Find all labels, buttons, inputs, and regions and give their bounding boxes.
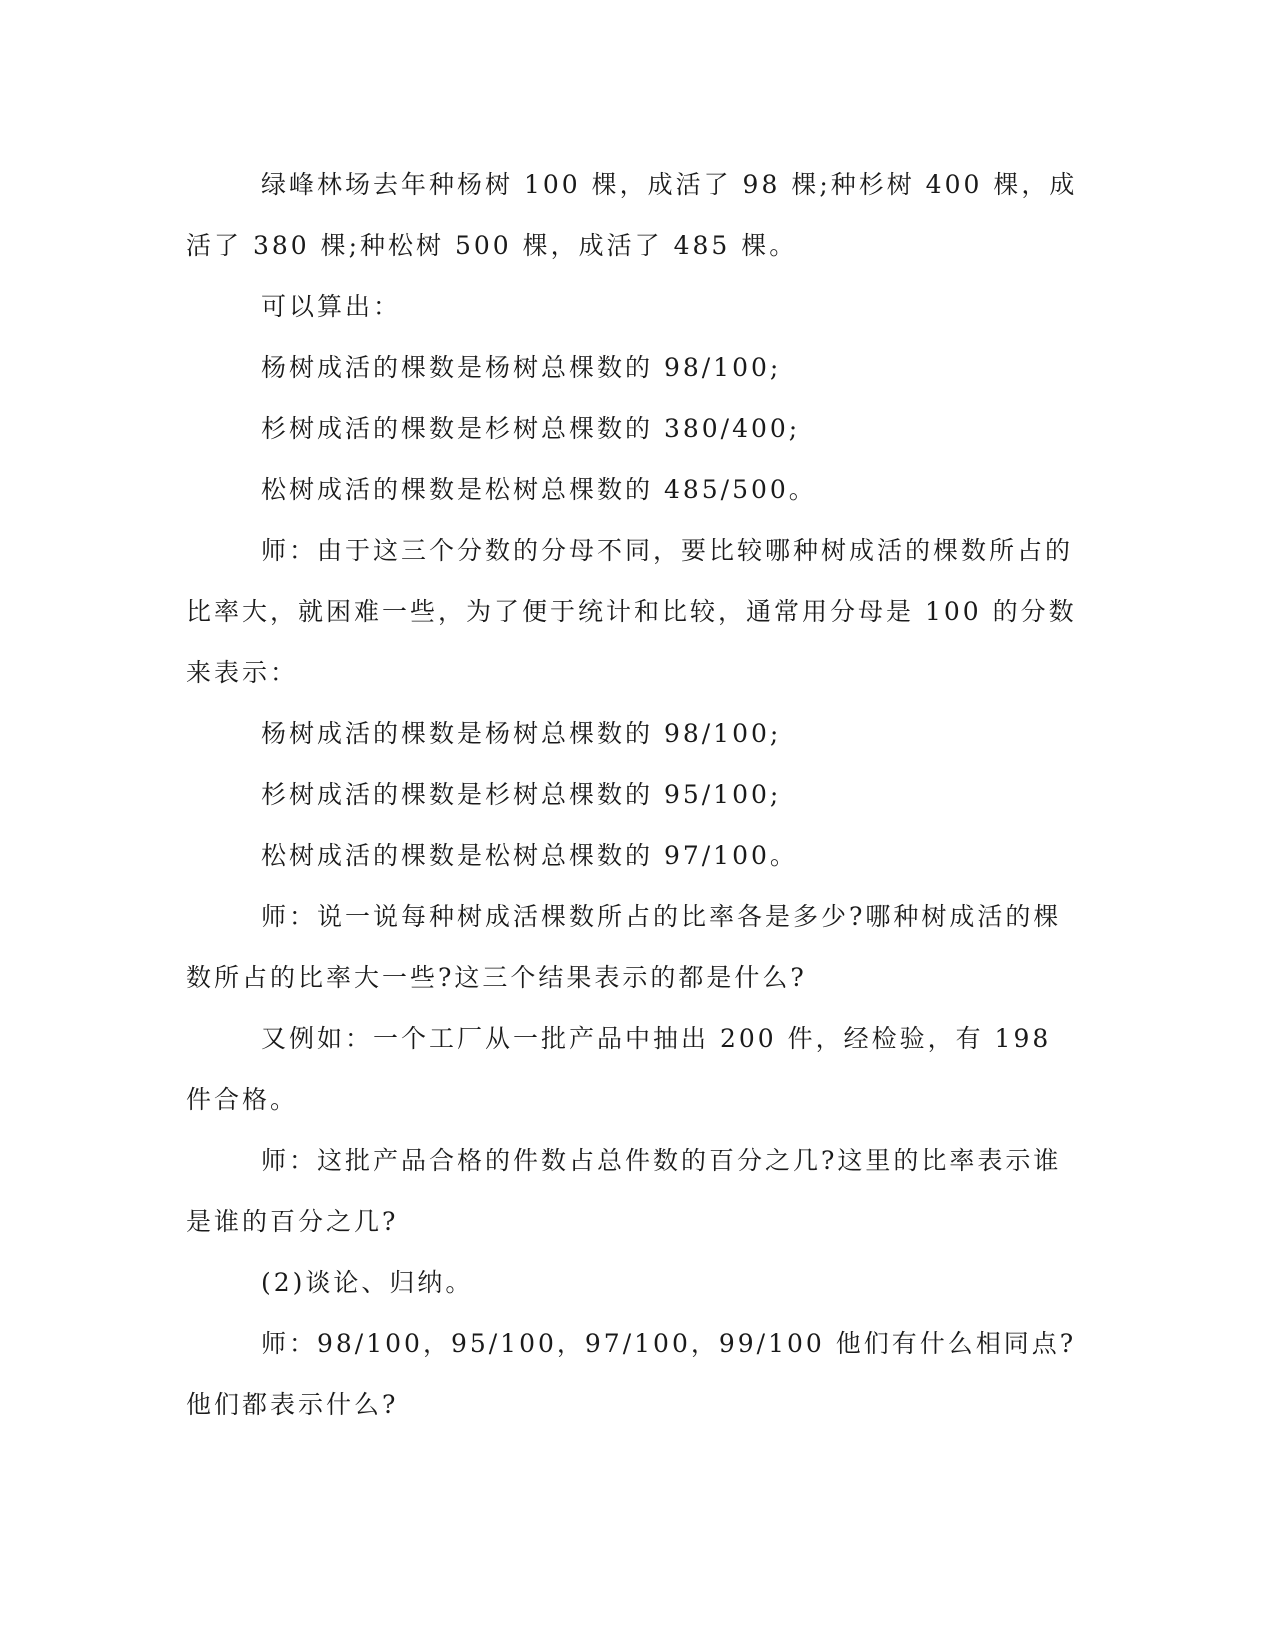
paragraph-8: 杉树成活的棵数是杉树总棵数的 95/100; [261, 780, 782, 809]
paragraph-13: (2)谈论、归纳。 [261, 1268, 474, 1297]
paragraph-4: 杉树成活的棵数是杉树总棵数的 380/400; [261, 414, 801, 443]
paragraph-6: 师：由于这三个分数的分母不同，要比较哪种树成活的棵数所占的比率大，就困难一些，为了便于统计和比较，通常用分母是 100 的分数来表示： [186, 536, 1077, 687]
paragraph-1: 绿峰林场去年种杨树 100 棵，成活了 98 棵;种杉树 400 棵，成活了 380 棵;种松树 500 棵，成活了 485 棵。 [186, 170, 1078, 260]
paragraph-10: 师：说一说每种树成活棵数所占的比率各是多少?哪种树成活的棵数所占的比率大一些?这三个结果表示的都是什么? [186, 902, 1062, 992]
paragraph-7: 杨树成活的棵数是杨树总棵数的 98/100; [261, 719, 782, 748]
paragraph-2: 可以算出： [261, 292, 402, 321]
paragraph-14: 师：98/100，95/100，97/100，99/100 他们有什么相同点?他们都表示什么? [186, 1329, 1077, 1419]
paragraph-12: 师：这批产品合格的件数占总件数的百分之几?这里的比率表示谁是谁的百分之几? [186, 1146, 1062, 1236]
paragraph-3: 杨树成活的棵数是杨树总棵数的 98/100; [261, 353, 782, 382]
paragraph-5: 松树成活的棵数是松树总棵数的 485/500。 [261, 475, 817, 504]
paragraph-11: 又例如：一个工厂从一批产品中抽出 200 件，经检验，有 198 件合格。 [186, 1024, 1052, 1114]
document-body [186, 154, 1086, 1435]
paragraph-9: 松树成活的棵数是松树总棵数的 97/100。 [261, 841, 798, 870]
